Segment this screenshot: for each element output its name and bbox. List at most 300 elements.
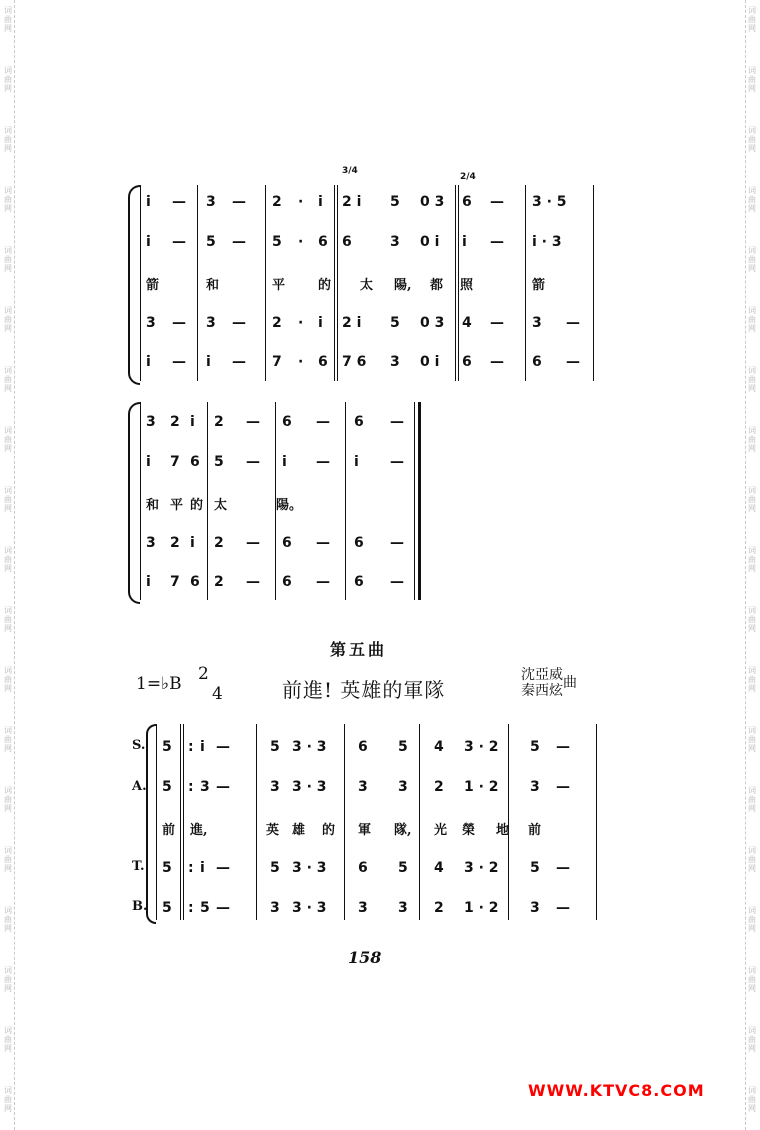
watermark-glyph: 网: [4, 204, 12, 213]
note: 6: [358, 860, 368, 876]
lyric-syllable: 的: [322, 823, 336, 838]
note: 5: [530, 739, 540, 755]
note: 2: [214, 574, 224, 590]
watermark-glyph: 网: [4, 1104, 12, 1113]
note: :: [188, 779, 194, 795]
note: 4: [434, 860, 444, 876]
note: 0 3: [420, 194, 445, 210]
composer-name: 秦西炫曲: [521, 675, 577, 699]
note: 5: [390, 315, 400, 331]
watermark-glyph: 曲: [748, 675, 756, 684]
watermark-glyph: 词: [4, 306, 12, 315]
lyric-row: [0, 815, 760, 843]
note: 3: [206, 194, 216, 210]
note: 3 · 3: [292, 900, 327, 916]
lyric-syllable: 平: [170, 498, 184, 513]
note: 5: [270, 739, 280, 755]
time-signature-change: 2/4: [460, 172, 476, 182]
note: —: [556, 900, 570, 916]
time-signature-change: 3/4: [342, 166, 358, 176]
watermark-glyph: 词: [748, 186, 756, 195]
watermark-glyph: 曲: [748, 555, 756, 564]
note: i: [146, 194, 151, 210]
lyric-syllable: 箭: [532, 278, 546, 293]
note: —: [216, 860, 230, 876]
note: 6: [354, 535, 364, 551]
note: —: [172, 234, 186, 250]
note: 7: [272, 354, 282, 370]
notation-row: [0, 775, 760, 803]
note: —: [232, 315, 246, 331]
watermark-glyph: 曲: [748, 435, 756, 444]
note: i: [146, 454, 151, 470]
watermark-glyph: 曲: [4, 1035, 12, 1044]
note: 6: [462, 354, 472, 370]
note: 3: [146, 414, 156, 430]
lyric-syllable: 都: [430, 278, 444, 293]
watermark-glyph: 网: [4, 984, 12, 993]
watermark-glyph: 网: [748, 864, 756, 873]
lyric-syllable: 軍: [358, 823, 372, 838]
note: —: [246, 574, 260, 590]
note: 3: [206, 315, 216, 331]
note: i: [354, 454, 359, 470]
note: 2: [272, 315, 282, 331]
watermark-glyphs: [3, 966, 13, 993]
note: —: [390, 454, 404, 470]
note: —: [246, 535, 260, 551]
watermark-glyph: 网: [4, 324, 12, 333]
watermark-glyphs: [3, 1086, 13, 1113]
watermark-glyph: 网: [4, 624, 12, 633]
note: —: [246, 414, 260, 430]
watermark-glyph: 曲: [4, 255, 12, 264]
watermark-glyph: 网: [4, 864, 12, 873]
lyric-syllable: 隊,: [394, 823, 412, 838]
lyric-syllable: 和: [206, 278, 220, 293]
note: 5: [270, 860, 280, 876]
watermark-glyph: 网: [4, 684, 12, 693]
note: —: [172, 194, 186, 210]
note: i: [318, 315, 323, 331]
watermark-glyph: 曲: [748, 855, 756, 864]
watermark-glyph: 曲: [748, 375, 756, 384]
note: —: [216, 739, 230, 755]
watermark-glyph: 网: [4, 564, 12, 573]
watermark-glyph: 网: [748, 684, 756, 693]
note: 6: [354, 574, 364, 590]
note: 2: [214, 535, 224, 551]
note: 6: [354, 414, 364, 430]
note: 3 · 3: [292, 739, 327, 755]
note: 3: [390, 354, 400, 370]
note: —: [172, 315, 186, 331]
note: 6: [282, 414, 292, 430]
note: 2: [434, 900, 444, 916]
time-signature-top: 2: [198, 664, 209, 684]
note: i: [190, 414, 195, 430]
watermark-glyph: 词: [4, 666, 12, 675]
note: 4: [462, 315, 472, 331]
watermark-glyph: 词: [4, 126, 12, 135]
note: 7: [170, 454, 180, 470]
watermark-glyph: 词: [748, 606, 756, 615]
note: 5: [390, 194, 400, 210]
note: 3: [530, 900, 540, 916]
watermark-glyph: 曲: [748, 795, 756, 804]
watermark-glyph: 曲: [4, 315, 12, 324]
note: —: [390, 414, 404, 430]
note: —: [172, 354, 186, 370]
note: 2: [214, 414, 224, 430]
watermark-glyph: 词: [748, 66, 756, 75]
watermark-glyph: 词: [4, 66, 12, 75]
watermark-glyph: 词: [748, 966, 756, 975]
note: —: [246, 454, 260, 470]
voice-label-bass: B.: [132, 899, 148, 914]
site-watermark: WWW.KTVC8.COM: [528, 1081, 705, 1100]
note: 6: [190, 574, 200, 590]
note: —: [316, 535, 330, 551]
section-title: 第五曲: [330, 640, 388, 659]
watermark-glyphs: [747, 966, 757, 993]
note: —: [390, 574, 404, 590]
composer-suffix: 曲: [563, 675, 577, 691]
watermark-glyph: 曲: [4, 915, 12, 924]
time-signature-bottom: 4: [212, 684, 223, 704]
watermark-glyphs: [3, 1026, 13, 1053]
note: 3: [398, 900, 408, 916]
watermark-glyph: 词: [748, 306, 756, 315]
watermark-glyph: 曲: [4, 1095, 12, 1104]
watermark-glyph: 曲: [748, 1095, 756, 1104]
lyric-syllable: 前: [528, 823, 542, 838]
lyric-syllable: 英: [266, 823, 280, 838]
watermark-glyph: 网: [748, 264, 756, 273]
note: i: [318, 194, 323, 210]
watermark-glyph: 网: [4, 804, 12, 813]
note: —: [232, 194, 246, 210]
note: i: [462, 234, 467, 250]
watermark-glyph: 词: [4, 366, 12, 375]
watermark-glyph: 词: [4, 186, 12, 195]
note: 2 i: [342, 315, 362, 331]
note: —: [216, 779, 230, 795]
watermark-glyph: 曲: [748, 975, 756, 984]
watermark-glyph: 网: [748, 624, 756, 633]
note: 0 i: [420, 354, 440, 370]
note: 0 3: [420, 315, 445, 331]
note: i: [146, 234, 151, 250]
watermark-glyph: 词: [748, 786, 756, 795]
note: 3: [270, 900, 280, 916]
note: 3 · 2: [464, 860, 499, 876]
note: 1 · 2: [464, 900, 499, 916]
watermark-glyph: 网: [4, 1044, 12, 1053]
note: 2: [434, 779, 444, 795]
watermark-glyph: 曲: [748, 75, 756, 84]
watermark-glyphs: [747, 1026, 757, 1053]
note: 7 6: [342, 354, 367, 370]
watermark-glyph: 词: [748, 546, 756, 555]
note: 5: [162, 779, 172, 795]
lyric-syllable: 太: [360, 278, 374, 293]
watermark-glyph: 曲: [748, 1035, 756, 1044]
key-signature: 1=♭B: [136, 674, 182, 694]
watermark-glyph: 曲: [748, 495, 756, 504]
note: 3 · 3: [292, 860, 327, 876]
watermark-glyph: 曲: [748, 915, 756, 924]
note: —: [316, 574, 330, 590]
note: 5: [206, 234, 216, 250]
note: 3: [358, 779, 368, 795]
watermark-glyphs: [747, 1086, 757, 1113]
note: —: [556, 739, 570, 755]
watermark-glyph: 词: [748, 366, 756, 375]
note: 3: [530, 779, 540, 795]
watermark-glyph: 词: [4, 606, 12, 615]
note: 5: [162, 739, 172, 755]
note: —: [490, 315, 504, 331]
note: 2: [170, 535, 180, 551]
note: 5: [214, 454, 224, 470]
watermark-glyph: 词: [4, 6, 12, 15]
watermark-glyph: 网: [748, 804, 756, 813]
note: i: [190, 535, 195, 551]
note: 1 · 2: [464, 779, 499, 795]
note: i: [200, 739, 205, 755]
note: 3 · 3: [292, 779, 327, 795]
note: 6: [358, 739, 368, 755]
note: 6: [532, 354, 542, 370]
lyric-syllable: 平: [272, 278, 286, 293]
note: :: [188, 860, 194, 876]
watermark-glyph: 曲: [4, 855, 12, 864]
note: 3: [200, 779, 210, 795]
watermark-glyph: 曲: [4, 975, 12, 984]
watermark-glyph: 网: [748, 984, 756, 993]
note: 6: [318, 354, 328, 370]
watermark-glyph: 词: [748, 126, 756, 135]
lyric-syllable: 榮: [462, 823, 476, 838]
watermark-glyph: 词: [4, 726, 12, 735]
watermark-glyph: 网: [4, 744, 12, 753]
watermark-glyph: 词: [748, 846, 756, 855]
note: 3: [270, 779, 280, 795]
note: i · 3: [532, 234, 562, 250]
note: —: [556, 860, 570, 876]
note: 6: [318, 234, 328, 250]
watermark-glyph: 词: [748, 246, 756, 255]
note: 6: [462, 194, 472, 210]
note: ·: [298, 234, 304, 250]
watermark-glyph: 曲: [748, 135, 756, 144]
note: i: [146, 354, 151, 370]
watermark-glyph: 网: [4, 84, 12, 93]
note: 7: [170, 574, 180, 590]
watermark-glyph: 曲: [4, 735, 12, 744]
note: 3 · 5: [532, 194, 567, 210]
watermark-glyph: 曲: [4, 195, 12, 204]
watermark-glyph: 词: [748, 726, 756, 735]
note: —: [490, 354, 504, 370]
voice-label-alto: A.: [132, 779, 147, 794]
watermark-glyph: 网: [748, 144, 756, 153]
watermark-glyph: 词: [748, 426, 756, 435]
note: 6: [282, 574, 292, 590]
note: —: [216, 900, 230, 916]
watermark-glyph: 网: [748, 204, 756, 213]
note: 3: [146, 535, 156, 551]
note: —: [316, 414, 330, 430]
note: 3: [532, 315, 542, 331]
watermark-glyph: 曲: [4, 615, 12, 624]
watermark-glyph: 词: [748, 666, 756, 675]
watermark-glyph: 网: [748, 1104, 756, 1113]
note: i: [200, 860, 205, 876]
watermark-glyph: 网: [748, 24, 756, 33]
watermark-glyph: 词: [4, 546, 12, 555]
watermark-glyph: 曲: [748, 615, 756, 624]
watermark-glyph: 词: [4, 486, 12, 495]
note: —: [490, 234, 504, 250]
watermark-glyph: 网: [748, 84, 756, 93]
watermark-glyph: 网: [748, 324, 756, 333]
lyric-syllable: 箭: [146, 278, 160, 293]
lyric-syllable: 和: [146, 498, 160, 513]
note: 2 i: [342, 194, 362, 210]
watermark-glyph: 网: [4, 144, 12, 153]
note: :: [188, 900, 194, 916]
note: i: [146, 574, 151, 590]
note: 5: [398, 739, 408, 755]
note: —: [490, 194, 504, 210]
watermark-glyph: 网: [748, 564, 756, 573]
lyric-syllable: 地: [496, 823, 510, 838]
note: 5: [530, 860, 540, 876]
watermark-glyph: 网: [748, 1044, 756, 1053]
note: 2: [170, 414, 180, 430]
note: 5: [200, 900, 210, 916]
note: i: [282, 454, 287, 470]
watermark-glyph: 曲: [748, 255, 756, 264]
note: —: [232, 354, 246, 370]
note: 4: [434, 739, 444, 755]
lyric-syllable: 光: [434, 823, 448, 838]
note: 6: [342, 234, 352, 250]
watermark-glyph: 网: [4, 924, 12, 933]
notation-row: [0, 896, 760, 924]
watermark-glyph: 曲: [748, 195, 756, 204]
note: 0 i: [420, 234, 440, 250]
note: 3: [358, 900, 368, 916]
watermark-glyph: 词: [4, 1026, 12, 1035]
watermark-glyph: 曲: [4, 795, 12, 804]
note: i: [206, 354, 211, 370]
watermark-glyph: 词: [748, 1086, 756, 1095]
notation-row: [0, 735, 760, 763]
lyricist-name: 沈亞威: [521, 667, 563, 683]
watermark-glyph: 曲: [4, 375, 12, 384]
note: 2: [272, 194, 282, 210]
watermark-glyph: 词: [748, 906, 756, 915]
watermark-glyph: 网: [748, 444, 756, 453]
watermark-glyph: 曲: [4, 555, 12, 564]
note: 3: [390, 234, 400, 250]
note: —: [232, 234, 246, 250]
note: —: [390, 535, 404, 551]
watermark-glyph: 网: [4, 24, 12, 33]
watermark-glyph: 网: [4, 444, 12, 453]
watermark-glyph: 曲: [4, 435, 12, 444]
page-number: 158: [348, 948, 382, 967]
watermark-glyph: 词: [4, 426, 12, 435]
lyric-syllable: 陽,: [394, 278, 412, 293]
watermark-glyph: 网: [4, 504, 12, 513]
watermark-glyph: 词: [4, 1086, 12, 1095]
note: :: [188, 739, 194, 755]
watermark-glyph: 网: [748, 384, 756, 393]
note: 3: [398, 779, 408, 795]
note: 5: [398, 860, 408, 876]
note: 5: [162, 860, 172, 876]
watermark-glyph: 曲: [4, 135, 12, 144]
watermark-glyph: 曲: [4, 15, 12, 24]
note: 5: [272, 234, 282, 250]
note: 6: [190, 454, 200, 470]
note: ·: [298, 315, 304, 331]
watermark-glyph: 网: [748, 504, 756, 513]
note: 5: [162, 900, 172, 916]
watermark-glyph: 网: [4, 264, 12, 273]
watermark-glyph: 词: [4, 246, 12, 255]
note: —: [316, 454, 330, 470]
lyric-syllable: 陽。: [276, 498, 303, 513]
voice-label-soprano: S.: [132, 738, 146, 753]
notation-row: [0, 856, 760, 884]
watermark-glyph: 词: [4, 906, 12, 915]
lyric-syllable: 太: [214, 498, 228, 513]
watermark-glyph: 词: [4, 966, 12, 975]
song-title: 前進! 英雄的軍隊: [282, 678, 446, 702]
watermark-glyph: 词: [4, 846, 12, 855]
lyric-syllable: 雄: [292, 823, 306, 838]
lyric-syllable: 照: [460, 278, 474, 293]
watermark-glyph: 词: [748, 486, 756, 495]
note: ·: [298, 194, 304, 210]
watermark-glyph: 网: [748, 744, 756, 753]
watermark-glyph: 曲: [748, 15, 756, 24]
watermark-glyph: 词: [748, 6, 756, 15]
note: 3 · 2: [464, 739, 499, 755]
watermark-glyph: 曲: [748, 315, 756, 324]
watermark-glyph: 曲: [4, 495, 12, 504]
watermark-glyph: 曲: [4, 75, 12, 84]
note: —: [566, 354, 580, 370]
watermark-glyph: 曲: [748, 735, 756, 744]
note: 3: [146, 315, 156, 331]
lyric-syllable: 的: [190, 498, 204, 513]
note: 6: [282, 535, 292, 551]
voice-label-tenor: T.: [132, 859, 145, 874]
note: ·: [298, 354, 304, 370]
note: —: [556, 779, 570, 795]
note: —: [566, 315, 580, 331]
lyric-syllable: 的: [318, 278, 332, 293]
watermark-glyph: 网: [748, 924, 756, 933]
watermark-glyph: 词: [4, 786, 12, 795]
watermark-glyph: 曲: [4, 675, 12, 684]
